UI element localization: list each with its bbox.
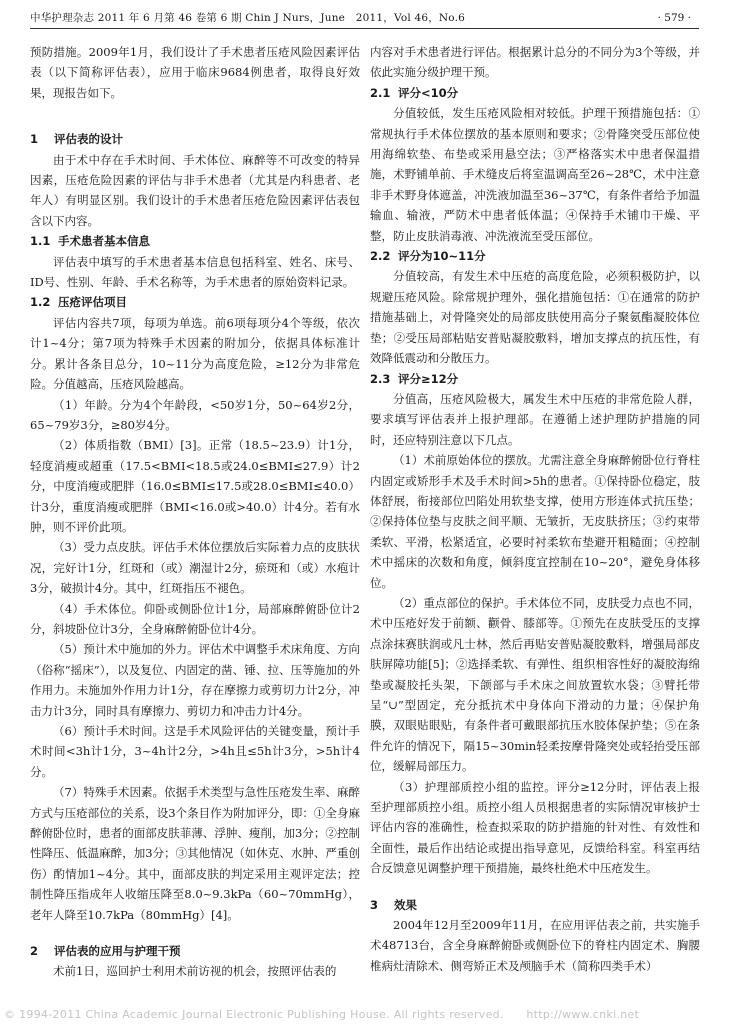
section-1-2-heading bbox=[30, 292, 360, 312]
section-3-heading bbox=[370, 895, 700, 915]
section-title: 效果 bbox=[394, 897, 417, 912]
section-title: 评分≥12分 bbox=[398, 371, 459, 386]
section-1-2-paragraph: 评估内容共7项，每项为单选。前6项每项分4个等级，依次计1~4分；第7项为特殊手术因素的附加分，依据具体标准计分。累计各条目总分，10~11分为高度危险，≥12分为非常危险。分值越高，压疮风险越高。 bbox=[30, 315, 360, 392]
section-3-paragraph: 2004年12月至2009年11月，在应用评估表之前，共实施手术48713台，含全身麻醉俯卧或侧卧位下的脊柱内固定术、胸腰椎病灶清除术、侧弯矫正术及颅脑手术（简称四类手术） bbox=[370, 918, 700, 973]
section-title: 评估表的设计 bbox=[54, 132, 123, 147]
journal-running-title: 中华护理杂志 2011 年 6 月第 46 卷第 6 期 Chin J Nurs，June 2011，Vol 46，No.6 bbox=[30, 12, 466, 24]
section-2-1-heading bbox=[370, 83, 700, 103]
section-title: 评估表的应用与护理干预 bbox=[54, 944, 181, 959]
left-column bbox=[30, 42, 360, 982]
item-age: （1）年龄。分为4个年龄段，<50岁1分，50~64岁2分，65~79岁3分，≥80岁4分。 bbox=[30, 397, 360, 432]
section-number: 2.3 bbox=[370, 371, 391, 386]
section-1-1-heading bbox=[30, 231, 360, 251]
section-number: 1.2 bbox=[30, 295, 51, 310]
intro-paragraph: 预防措施。2009年1月，我们设计了手术患者压疮风险因素评估表（以下简称评估表），应用于临床9684例患者，取得良好效果，现报告如下。 bbox=[30, 45, 360, 100]
item-special-factors: （7）特殊手术因素。依据手术类型与急性压疮发生率、麻醉方式与压疮部位的关系，设3个条目作为附加评分，即：①全身麻醉俯卧位时，患者的面部皮肤菲薄、浮肿、瘦削，加3分；②控制性降压、低温麻醉，加3分；③其他情况（如休克、水肿、严重创伤）酌情加1~4分。其中，面部皮肤的判定采用主观评定法；控制性降压指成年人收缩压降至8.0~9.3kPa（60~70mmHg），老年人降至10.7kPa（80mmHg）[4]。 bbox=[30, 785, 360, 922]
copyright-watermark: © 1994-2011 China Academic Journal Electronic Publishing House. All rights reserved. http://www.cnki.net bbox=[4, 1008, 640, 1021]
section-number: 3 bbox=[370, 897, 379, 912]
section-2-3-heading bbox=[370, 369, 700, 389]
item-position: （4）手术体位。仰卧或侧卧位计1分，局部麻醉俯卧位计2分，斜坡卧位计3分，全身麻醉俯卧位计4分。 bbox=[30, 601, 360, 636]
section-2-2-paragraph: 分值较高，有发生术中压疮的高度危险，必须积极防护，以规避压疮风险。除常规护理外，强化措施包括：①在通常的防护措施基础上，对骨隆突处的局部皮肤使用高分子聚氨酯凝胶体位垫；②受压局部粘贴安普贴凝胶敷料，增加支撑点的抗压性，有效降低震动和分散压力。 bbox=[370, 269, 700, 366]
section-title: 手术患者基本信息 bbox=[58, 234, 150, 249]
section-1-paragraph: 由于术中存在手术时间、手术体位、麻醉等不可改变的特异因素，压疮危险因素的评估与非手术患者（尤其是内科患者、老年人）有明显区别。我们设计的手术患者压疮危险因素评估表包含以下内容。 bbox=[30, 152, 360, 228]
section-1-heading bbox=[30, 129, 360, 149]
section-1-1-paragraph: 评估表中填写的手术患者基本信息包括科室、姓名、床号、ID号、性别、年龄、手术名称等，为手术患者的原始资料记录。 bbox=[30, 254, 360, 290]
page-number: · 579 · bbox=[657, 12, 691, 24]
section-2-3-paragraph: 分值高，压疮风险极大，属发生术中压疮的非常危险人群，要求填写评估表并上报护理部。在遵循上述护理防护措施的同时，还应特别注意以下几点。 bbox=[370, 391, 700, 447]
section-number: 1 bbox=[30, 132, 39, 147]
section-title: 评分为10~11分 bbox=[398, 249, 486, 264]
item-external-force: （5）预计术中施加的外力。评估术中调整手术床角度、方向（俗称“摇床”），以及复位、内固定的凿、锤、拉、压等施加的外作用力。未施加外作用力计1分，存在摩擦力或剪切力计2分，冲击力计3分，同时具有摩擦力、剪切力和冲击力计4分。 bbox=[30, 642, 360, 718]
right-column bbox=[370, 42, 700, 976]
section-number: 2.1 bbox=[370, 85, 391, 100]
measure-key-site-protection: （2）重点部位的保护。手术体位不同，皮肤受力点也不同，术中压疮好发于前额、颧骨、膝部等。①预先在皮肤受压的支撑点涂抹赛肤润或凡士林，然后再贴安普贴凝胶敷料，增强局部皮肤屏障功能[5]；②选择柔软、有弹性、组织相容性好的凝胶海绵垫或凝胶托头架，下颌部与手术床之间放置软水袋；③臂托带呈“∪”型固定，充分抵抗术中身体向下滑动的力量；④保护角膜，双眼贴眼贴，有条件者可戴眼部抗压水胶体保护垫；⑤在条件允许的情况下，隔15~30min轻柔按摩骨隆突处或轻抬受压部位，缓解局部压力。 bbox=[370, 595, 700, 774]
section-number: 1.1 bbox=[30, 234, 51, 249]
continued-paragraph: 内容对手术患者进行评估。根据累计总分的不同分为3个等级，并依此实施分级护理干预。 bbox=[370, 45, 700, 80]
item-surgery-time: （6）预计手术时间。这是手术风险评估的关键变量，预计手术时间<3h计1分，3~4h计2分，>4h且≤5h计3分，>5h计4分。 bbox=[30, 724, 360, 779]
item-bmi: （2）体质指数（BMI）[3]。正常（18.5~23.9）计1分，轻度消瘦或超重（17.5<BMI<18.5或24.0≤BMI≤27.9）计2分，中度消瘦或肥胖（16.0≤BMI≤17.5或28.0≤BMI≤40.0）计3分，重度消瘦或肥胖（BMI<16.0或>40.0）计4分。若有水肿，则不评价此项。 bbox=[30, 438, 360, 534]
running-header bbox=[30, 10, 699, 29]
section-title: 评分<10分 bbox=[398, 85, 459, 100]
measure-original-position: （1）术前原始体位的摆放。尤需注意全身麻醉俯卧位行脊柱内固定或矫形手术及手术时间>5h的患者。①保持卧位稳定，肢体舒展，衔接部位凹陷处用软垫支撑，使用方形连体式抗压垫；②保持体位垫与皮肤之间平顺、无皱折，无皮肤挤压；③约束带柔软、平滑，松紧适宜，必要时衬柔软布垫避开粗糙面；④控制术中摇床的次数和角度，倾斜度宜控制在10~20°，避免身体移位。 bbox=[370, 453, 700, 590]
section-2-1-paragraph: 分值较低，发生压疮风险相对较低。护理干预措施包括：①常规执行手术体位摆放的基本原则和要求；②骨隆突受压部位使用海绵软垫、布垫或采用悬空法；③严格落实术中患者保温措施，术野铺单前、手术缝皮后将室温调高至26~28℃，术中注意非手术野身体遮盖，冲洗液加温至36~37℃，有条件者给予加温输血、输液，严防术中患者低体温；④保持手术铺巾干燥、平整，防止皮肤消毒液、冲洗液流至受压部位。 bbox=[370, 106, 700, 243]
item-skin: （3）受力点皮肤。评估手术体位摆放后实际着力点的皮肤状况，完好计1分，红斑和（或）潮湿计2分，瘀斑和（或）水疱计3分，破损计4分。其中，红斑指压不褪色。 bbox=[30, 540, 360, 596]
section-2-paragraph: 术前1日，巡回护士利用术前访视的机会，按照评估表的 bbox=[53, 964, 337, 979]
section-number: 2 bbox=[30, 944, 39, 959]
section-number: 2.2 bbox=[370, 249, 391, 264]
measure-quality-control: （3）护理部质控小组的监控。评分≥12分时，评估表上报至护理部质控小组。质控小组人员根据患者的实际情况审核护士评估内容的准确性，检查拟采取的防护措施的针对性、有效性和全面性，最后作出结论或提出指导意见，反馈给科室。科室再结合反馈意见调整护理干预措施，最终杜绝术中压疮发生。 bbox=[370, 779, 700, 876]
section-2-2-heading bbox=[370, 246, 700, 266]
section-title: 压疮评估项目 bbox=[58, 295, 127, 310]
section-2-heading bbox=[30, 941, 360, 961]
